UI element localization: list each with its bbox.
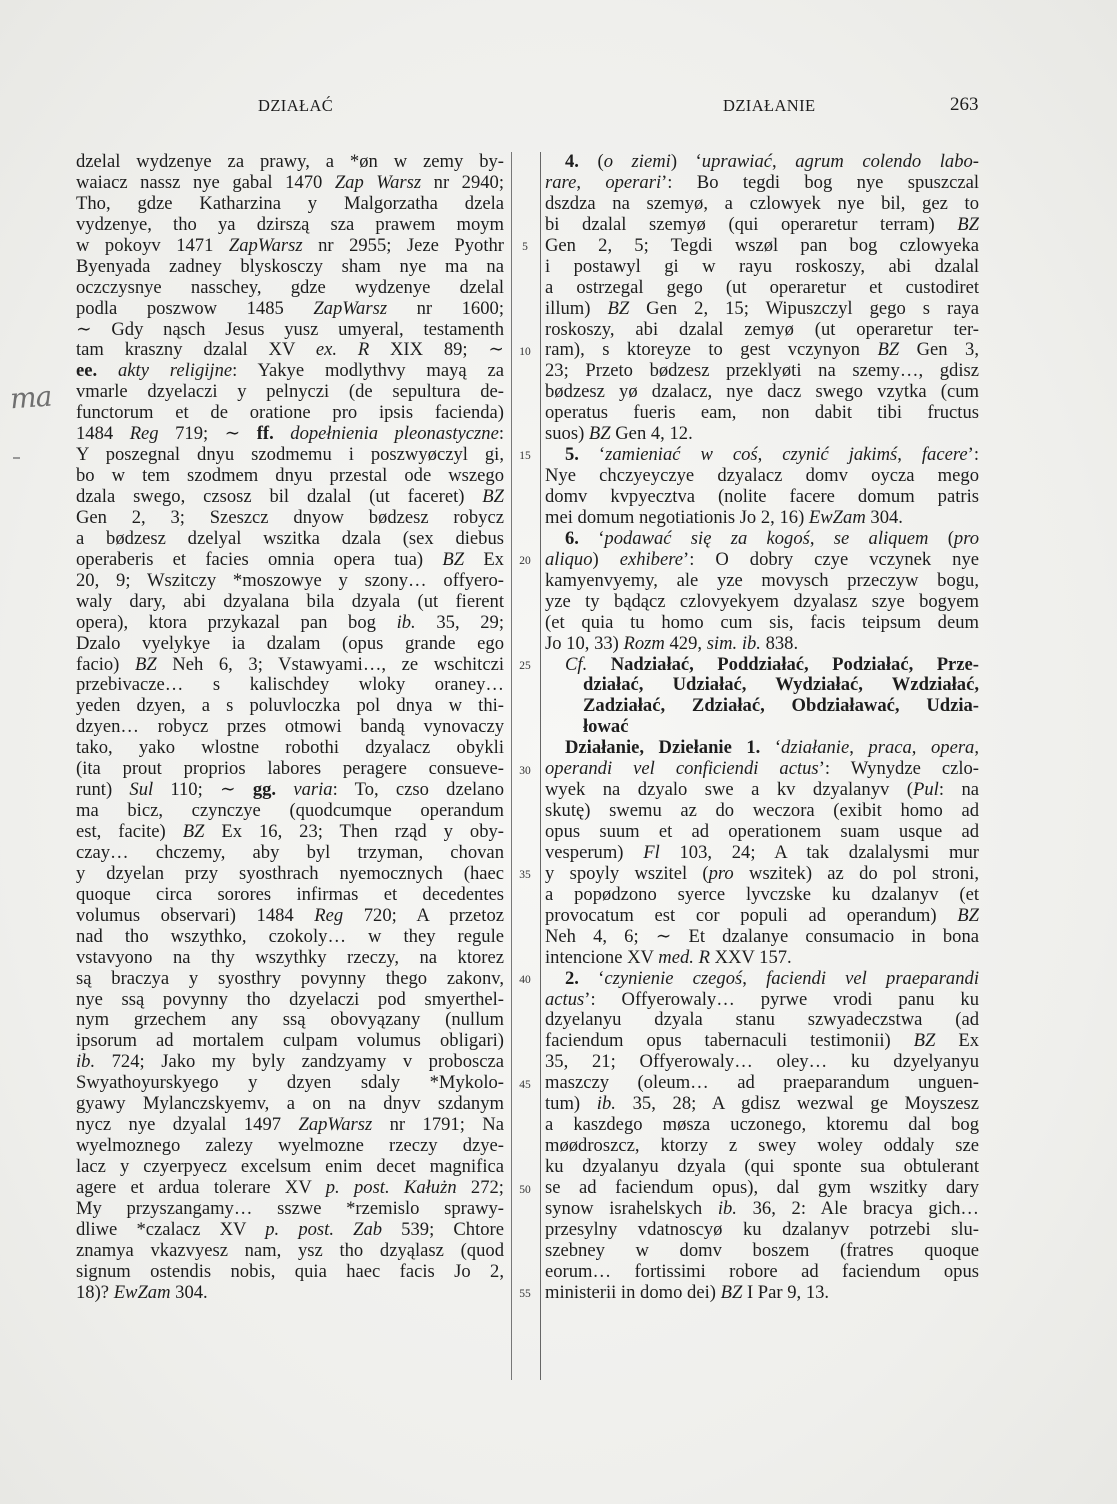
text-line: eorum… fortissimi robore ad faciendum opus	[545, 1260, 979, 1282]
text-line: roskoszy, abi dzalal zemyø (ut operaretur ter-	[545, 318, 979, 340]
text-line: 20, 9; Wszitczy *moszowye y szony… offyero-	[76, 569, 504, 591]
text-line: podla poszwow 1485 ZapWarsz nr 1600;	[76, 297, 504, 319]
text-line: intencione XV med. R XXV 157.	[545, 946, 792, 968]
text-line: opera), ktora przykazal pan bog ib. 35, 29;	[76, 611, 504, 633]
text-line: agere et ardua tolerare XV p. post. Kałużn 272;	[76, 1176, 504, 1198]
text-line: Działanie, Dziełanie 1. ‘działanie, praca, opera,	[565, 737, 980, 759]
text-line: functorum et de oratione pro ipsis facienda)	[76, 402, 504, 424]
text-line: ram), s ktoreyze to gest vczynyon BZ Gen 3,	[545, 339, 979, 361]
right-text-column	[545, 152, 979, 1304]
text-line: bi dzalal szemyø (qui operaretur terram) BZ	[545, 213, 979, 235]
text-line: dliwe *czalacz XV p. post. Zab 539; Chtore	[76, 1218, 504, 1240]
text-line: Y poszegnal dnyu szodmemu i poszwyøczyl gi,	[76, 444, 504, 466]
text-line: dzyelanyu dzyala stanu szwyadeczstwa (ad	[545, 1009, 979, 1031]
text-line: ∼ Gdy nąsch Jesus yusz umyeral, testamenth	[76, 318, 504, 340]
text-line: rare, operari’: Bo tegdi bog nye spuszczal	[545, 171, 979, 193]
text-line: bo w tem szodmem dnyu przestal ode wszego	[76, 465, 504, 487]
page-number: 263	[950, 94, 979, 115]
text-line: illum) BZ Gen 2, 15; Wipuszczyl gego s raya	[545, 297, 979, 319]
text-line: a bødzesz dzelyal wszitka dzala (sex diebus	[76, 527, 504, 549]
line-number: 10	[519, 345, 531, 358]
text-line: wyelmoznego zalezy wyelmozne rzeczy dzye-	[76, 1135, 504, 1157]
text-line: łować	[583, 716, 629, 738]
line-number: 50	[519, 1183, 531, 1196]
text-line: synow israhelskych ib. 36, 2: Ale bracya gich…	[545, 1197, 979, 1219]
text-line: ipsorum ad mortalem culpam volumus obligari)	[76, 1030, 504, 1052]
text-line: yeden dzyen, a s poluvloczka pol dnya w thi-	[76, 695, 504, 717]
text-line: aliquo) exhibere’: O dobry czye vczynek nye	[545, 548, 979, 570]
text-line: ib. 724; Jako my byly zandzyamy v proboscza	[76, 1051, 504, 1073]
text-line: 6. ‘podawać się za kogoś, se aliquem (pro	[565, 527, 980, 549]
text-line: 4. (o ziemi) ‘uprawiać, agrum colendo labo-	[565, 151, 979, 172]
handwritten-margin-note: ma	[8, 379, 53, 416]
running-head-left: DZIAŁAĆ	[258, 96, 334, 115]
text-line: Dzalo vyelykye ia dzalam (opus grande ego	[76, 632, 504, 654]
text-line: nye ssą povynny tho dzyelaczi pod smyerthel-	[76, 988, 504, 1010]
text-line: waly dary, abi dzyalana bila dzyala (ut fierent	[76, 590, 504, 612]
text-line: tako, yako wlostne robothi dzyalacz obykli	[76, 737, 504, 759]
text-line: 35, 21; Offyerowaly… oley… ku dzyelyanyu	[545, 1051, 979, 1073]
text-line: waiacz nassz nye gabal 1470 Zap Warsz nr 2940;	[76, 171, 505, 193]
text-line: Byenyada zadney blyskosczy sham nye ma na	[76, 255, 504, 277]
text-line: dzyen… robycz przes otmowi bandą vynovaczy	[76, 716, 504, 738]
text-line: dszdza na szemyø, a czlowyek nye bil, gez to	[545, 192, 979, 214]
text-line: (et quia tu homo cum sis, facis teipsum deum	[545, 611, 979, 633]
text-line: operandi vel conficiendi actus’: Wynydze czlo-	[545, 758, 979, 780]
text-line: bødzesz yø dzalacz, nye dacz swego vzytka (cum	[545, 381, 979, 403]
text-line: y dzyelan przy syosthrach nyemocznych (haec	[76, 862, 504, 884]
line-number: 15	[519, 450, 531, 463]
text-line: są braczya y syosthry povynny thego zakonv,	[76, 967, 504, 989]
text-line: Cf. Nadziałać, Poddziałać, Podziałać, Prze-	[565, 653, 980, 675]
line-number: 20	[519, 555, 531, 568]
text-line: mei domum negotiationis Jo 2, 16) EwZam 304.	[545, 506, 903, 528]
pencil-mark	[13, 457, 20, 459]
text-line: działać, Udziałać, Wydziałać, Wzdziałać,	[583, 674, 979, 696]
text-line: kamyenvyemy, ale yze movysch przeczyw bogu,	[545, 569, 979, 591]
text-line: est, facite) BZ Ex 16, 23; Then rząd y oby-	[76, 821, 504, 842]
text-line: 2. ‘czynienie czegoś, faciendi vel praeparandi	[565, 967, 979, 989]
text-line: w pokoyv 1471 ZapWarsz nr 2955; Jeze Pyothr	[76, 234, 504, 256]
text-line: operatus fueris eam, non dabit tibi fructus	[545, 402, 979, 424]
text-line: se ad faciendum opus), dal gym wszitky dary	[545, 1176, 979, 1198]
text-line: a ostrzegal gego (ut operaretur et custodiret	[545, 276, 979, 298]
text-line: a popødzono syerce lyvczske ku dzalanyv (et	[545, 883, 979, 905]
text-line: provocatum est cor populi ad operandum) BZ	[545, 904, 979, 926]
text-line: My przyszangamy… sszwe *rzemislo sprawy-	[76, 1197, 504, 1219]
text-line: domv kvpyecztva (nolite facere domum patris	[545, 486, 979, 507]
text-line: signum ostendis nobis, quia haec facis Jo 2,	[76, 1260, 504, 1282]
text-line: vesperum) Fl 103, 24; A tak dzalalysmi mur	[545, 841, 979, 863]
text-line: lacz y czyerpyecz excelsum enim decet magnifica	[76, 1156, 504, 1177]
text-line: Nye chczyeyczye dzyalacz domv oycza mego	[545, 465, 979, 487]
page-header	[0, 96, 1117, 126]
line-number: 40	[519, 974, 531, 987]
text-line: Gen 2, 5; Tegdi wszøl pan bog czlowyeka	[545, 234, 979, 256]
text-line: znamya vkazvyesz nam, ysz tho dzyąlasz (quod	[76, 1239, 504, 1261]
text-line: oczczysnye nasschey, gdze wydzenye dzelal	[76, 276, 504, 298]
text-line: operaberis et facies omnia opera tua) BZ Ex	[76, 548, 504, 570]
line-number: 30	[519, 764, 531, 777]
text-line: a kaszdego møsza uczonego, ktoremu dal bog	[545, 1114, 979, 1136]
text-line: tam kraszny dzalal XV ex. R XIX 89; ∼	[76, 339, 504, 361]
left-text-column	[76, 152, 504, 1304]
text-line: møødroszcz, ktorzy z swey woley oddaly sze	[545, 1135, 979, 1157]
text-line: 5. ‘zamieniać w coś, czynić jakimś, facere’:	[565, 444, 980, 466]
line-number: 5	[522, 240, 528, 253]
text-line: 18)? EwZam 304.	[76, 1281, 208, 1303]
text-line: skutę) swemu az do weczora (exibit homo ad	[545, 800, 979, 822]
text-line: suos) BZ Gen 4, 12.	[545, 423, 693, 445]
text-line: ee. akty religijne: Yakye modlythvy mayą za	[76, 360, 504, 382]
text-line: Swyathoyurskyego y dzyen sdaly *Mykolo-	[76, 1072, 504, 1094]
line-number: 45	[519, 1078, 531, 1091]
text-line: 23; Przeto bødzesz przeklyøti na szemy…, gdisz	[545, 360, 979, 382]
text-line: dzelal wydzenye za prawy, a *øn w zemy by-	[76, 151, 504, 172]
text-line: 1484 Reg 719; ∼ ff. dopełnienia pleonastyczne:	[76, 423, 505, 445]
text-line: nym grzechem any ssą obovyązany (nullum	[76, 1009, 504, 1031]
text-line: nycz nye dzyalal 1497 ZapWarsz nr 1791; Na	[76, 1114, 504, 1136]
text-line: ku dzyalanyu dzyala (qui sponte sua obtulerant	[545, 1156, 979, 1177]
line-number: 35	[519, 869, 531, 882]
text-line: vstavyono na thy wszythky rzeczy, na ktorez	[76, 946, 504, 968]
text-line: wyek na dzyalo swe a kv dzyalanyv (Pul: na	[545, 779, 979, 801]
text-line: yze ty bądącz czlovyekyem dzyalasz szye bogyem	[545, 590, 979, 612]
text-line: Jo 10, 33) Rozm 429, sim. ib. 838.	[545, 632, 799, 654]
text-line: szebney w domv boszem (fratres quoque	[545, 1239, 979, 1261]
text-line: faciendum opus tabernaculi testimonii) BZ Ex	[545, 1030, 979, 1052]
text-line: quoque circa sorores infirmas et decedentes	[76, 883, 504, 905]
text-line: Zadziałać, Zdziałać, Obdziaławać, Udzia-	[583, 695, 979, 717]
text-line: przebivacze… s kalischdey wloky oraney…	[76, 674, 504, 696]
text-line: facio) BZ Neh 6, 3; Vstawyami…, ze wschitczi	[76, 653, 504, 675]
text-line: dzala swego, czsosz bil dzalal (ut faceret) BZ	[76, 486, 504, 507]
text-line: ma bicz, czynczye (quodcumque operandum	[76, 800, 504, 822]
column-rule-right	[540, 152, 541, 1380]
text-line: czay… chczemy, aby byl trzyman, chovan	[76, 841, 504, 863]
text-line: i postawyl gi w rayu roskoszy, abi dzalal	[545, 255, 979, 277]
text-line: tum) ib. 35, 28; A gdisz wezwal ge Moyszesz	[545, 1093, 979, 1115]
text-line: (ita prout proprios labores peragere consueve-	[76, 758, 504, 780]
text-line: Neh 4, 6; ∼ Et dzalanye consumacio in bona	[545, 925, 979, 947]
text-line: nad tho wszythko, czokoly… w they regule	[76, 925, 504, 947]
text-line: y spoyly wszitel (pro wszitek) az do pol stroni,	[545, 862, 979, 884]
text-line: vydzenye, tho ya dzirszą sza prawem moym	[76, 213, 504, 235]
line-number: 55	[519, 1288, 531, 1301]
text-line: volumus observari) 1484 Reg 720; A przetoz	[76, 904, 505, 926]
text-line: actus’: Offyerowaly… pyrwe vrodi panu ku	[545, 988, 979, 1010]
text-line: ministerii in domo dei) BZ I Par 9, 13.	[545, 1281, 830, 1303]
text-line: vmarle dzyelaczi y pelnyczi (de sepultura de-	[76, 381, 504, 403]
text-line: przesylny vdatnoscyø ku dzalanyv potrzebi slu-	[545, 1218, 979, 1240]
text-line: Gen 2, 3; Szeszcz dnyow bødzesz robycz	[76, 506, 504, 528]
text-line: opus suum et ad operationem suam usque ad	[545, 821, 979, 842]
running-head-right: DZIAŁANIE	[723, 96, 816, 115]
text-line: Tho, gdze Katharzina y Malgorzatha dzela	[76, 192, 504, 214]
text-line: maszczy (oleum… ad praeparandum unguen-	[545, 1072, 979, 1094]
text-line: runt) Sul 110; ∼ gg. varia: To, czso dzelano	[76, 779, 504, 801]
line-number: 25	[519, 659, 531, 672]
text-line: gyawy Mylanczskyemv, a on na dnyv szdanym	[76, 1093, 504, 1115]
